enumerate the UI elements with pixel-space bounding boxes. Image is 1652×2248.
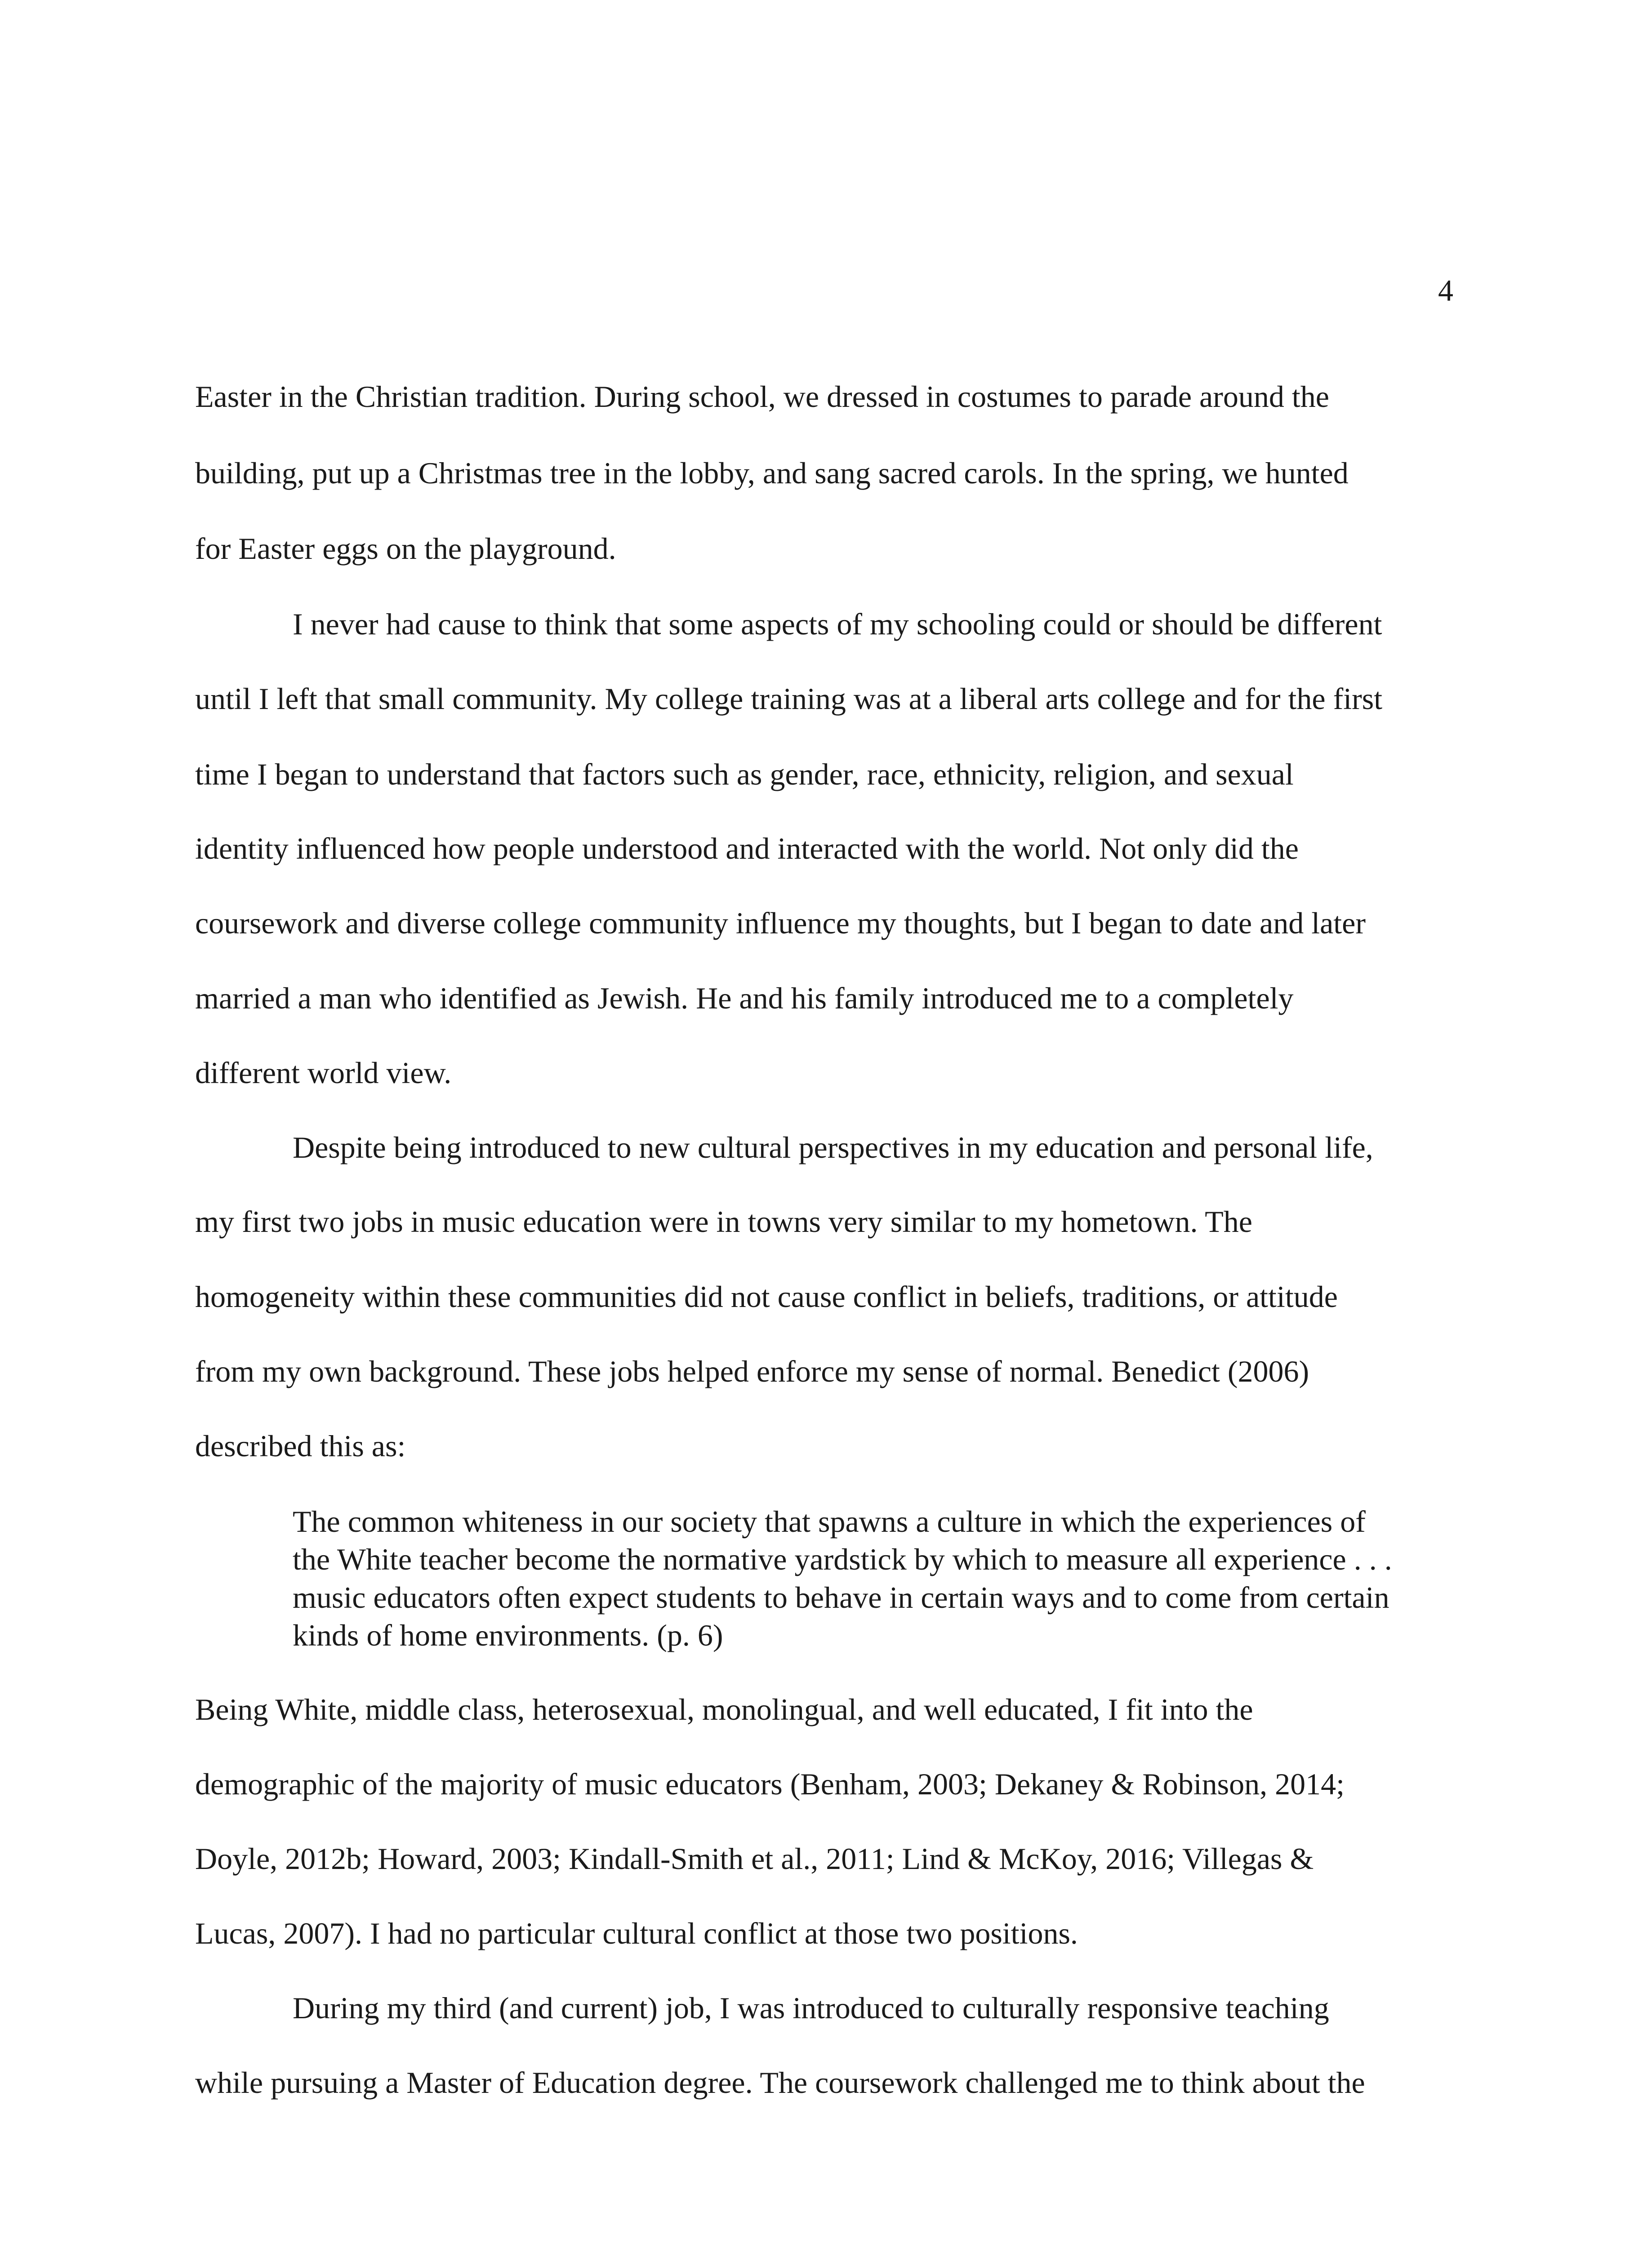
- body-text-line: different world view.: [195, 1056, 452, 1090]
- body-text-line: married a man who identified as Jewish. He and his family introduced me to a completely: [195, 981, 1294, 1015]
- body-text-line: my first two jobs in music education were in towns very similar to my hometown. The: [195, 1204, 1252, 1239]
- body-text-line: building, put up a Christmas tree in the lobby, and sang sacred carols. In the spring, we hunted: [195, 456, 1349, 490]
- body-text-line: Despite being introduced to new cultural perspectives in my education and personal life,: [293, 1130, 1373, 1164]
- body-text-line: while pursuing a Master of Education degree. The coursework challenged me to think about the: [195, 2065, 1365, 2100]
- body-text-line: described this as:: [195, 1429, 406, 1463]
- body-text-line: homogeneity within these communities did not cause conflict in beliefs, traditions, or attitude: [195, 1280, 1338, 1314]
- body-text-line: identity influenced how people understood and interacted with the world. Not only did the: [195, 831, 1299, 865]
- body-text-line: until I left that small community. My college training was at a liberal arts college and for the first: [195, 682, 1383, 716]
- blockquote-line: the White teacher become the normative yardstick by which to measure all experience . . .: [293, 1542, 1392, 1576]
- body-text-line: Doyle, 2012b; Howard, 2003; Kindall-Smith et al., 2011; Lind & McKoy, 2016; Villegas &: [195, 1842, 1314, 1876]
- body-text-line: time I began to understand that factors such as gender, race, ethnicity, religion, and sexual: [195, 757, 1294, 791]
- body-text-line: I never had cause to think that some aspects of my schooling could or should be different: [293, 607, 1382, 641]
- body-text-line: for Easter eggs on the playground.: [195, 531, 616, 566]
- body-text-line: demographic of the majority of music educators (Benham, 2003; Dekaney & Robinson, 2014;: [195, 1767, 1345, 1801]
- body-text-line: Lucas, 2007). I had no particular cultural conflict at those two positions.: [195, 1916, 1078, 1950]
- blockquote-line: kinds of home environments. (p. 6): [293, 1618, 723, 1652]
- body-text-line: Easter in the Christian tradition. During school, we dressed in costumes to parade around the: [195, 379, 1329, 414]
- body-text-line: Being White, middle class, heterosexual, monolingual, and well educated, I fit into the: [195, 1692, 1253, 1726]
- page-number: 4: [1438, 273, 1453, 308]
- body-text-line: During my third (and current) job, I was introduced to culturally responsive teaching: [293, 1991, 1329, 2025]
- blockquote-line: music educators often expect students to behave in certain ways and to come from certain: [293, 1580, 1389, 1615]
- body-text-line: from my own background. These jobs helped enforce my sense of normal. Benedict (2006): [195, 1354, 1309, 1388]
- blockquote-line: The common whiteness in our society that spawns a culture in which the experiences of: [293, 1504, 1366, 1539]
- body-text-line: coursework and diverse college community influence my thoughts, but I began to date and later: [195, 906, 1366, 940]
